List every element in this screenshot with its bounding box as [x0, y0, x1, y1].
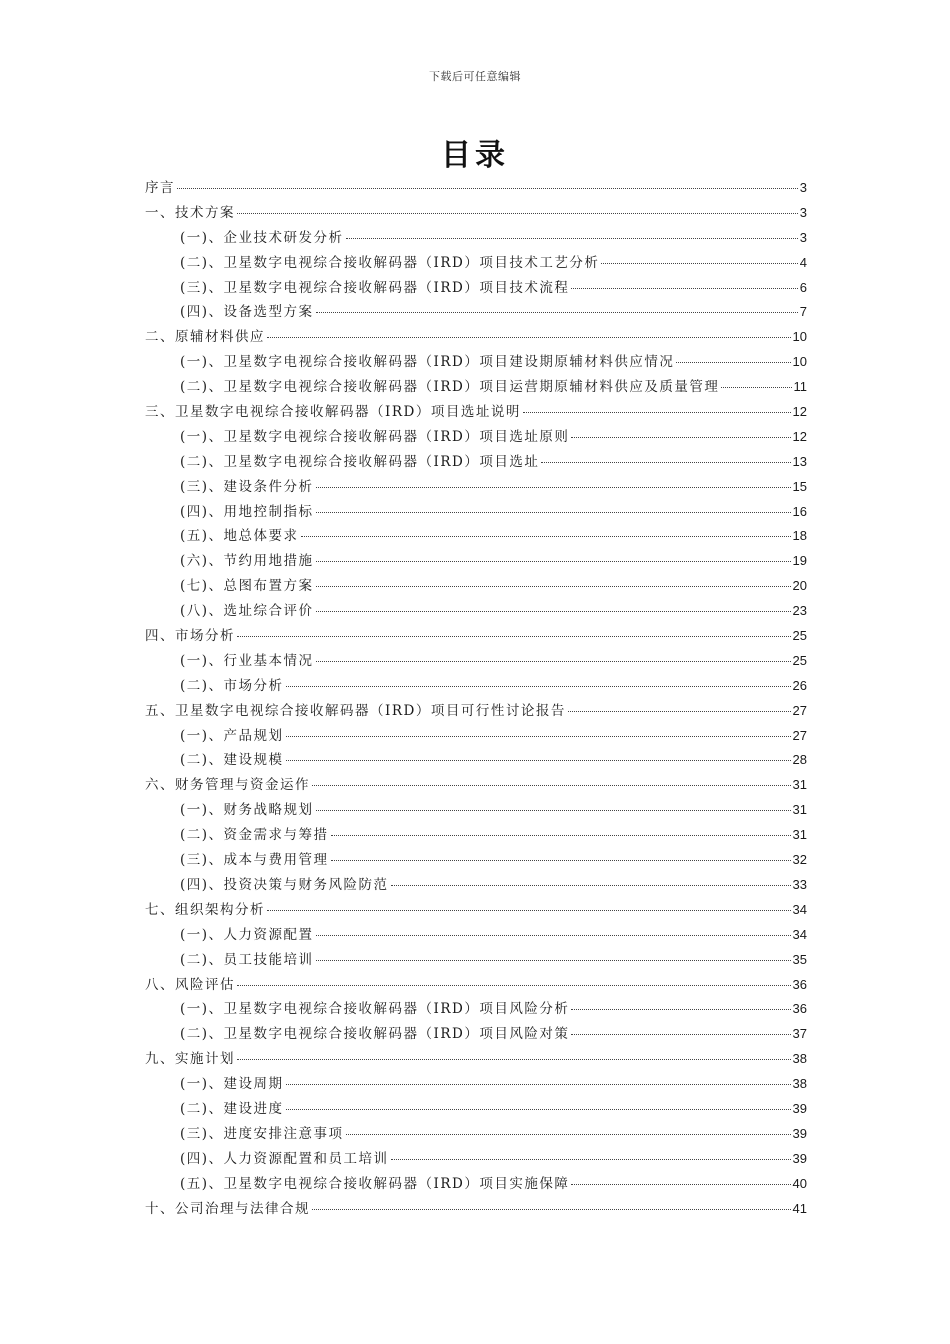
toc-section-entry[interactable] [145, 425, 807, 450]
toc-dot-leader [721, 387, 791, 388]
toc-dot-leader [523, 412, 791, 413]
toc-section-entry[interactable] [145, 923, 807, 948]
toc-dot-leader [346, 238, 798, 239]
toc-dot-leader [312, 1209, 791, 1210]
toc-entry-label: (四)、设备选型方案 [180, 304, 314, 321]
toc-entry-label: (八)、选址综合评价 [180, 603, 314, 620]
toc-section-entry[interactable] [145, 1072, 807, 1097]
toc-entry-label: (一)、财务战略规划 [180, 802, 314, 819]
toc-dot-leader [267, 910, 791, 911]
toc-section-entry[interactable] [145, 251, 807, 276]
toc-entry-label: 九、实施计划 [145, 1051, 235, 1068]
toc-dot-leader [267, 337, 791, 338]
toc-dot-leader [331, 835, 791, 836]
toc-section-entry[interactable] [145, 375, 807, 400]
toc-dot-leader [571, 1184, 790, 1185]
toc-page-number: 36 [792, 976, 807, 992]
toc-section-entry[interactable] [145, 997, 807, 1022]
toc-dot-leader [391, 1159, 791, 1160]
toc-dot-leader [237, 985, 791, 986]
toc-dot-leader [286, 736, 791, 737]
toc-dot-leader [571, 437, 790, 438]
toc-page-number: 10 [792, 354, 807, 370]
toc-entry-label: (二)、卫星数字电视综合接收解码器（IRD）项目选址 [180, 453, 540, 470]
toc-page-number: 39 [792, 1100, 807, 1116]
toc-entry-label: (四)、人力资源配置和员工培训 [180, 1150, 389, 1167]
toc-entry-label: (四)、投资决策与财务风险防范 [180, 876, 389, 893]
toc-dot-leader [286, 760, 791, 761]
toc-page-number: 25 [792, 652, 807, 668]
toc-entry-label: (二)、卫星数字电视综合接收解码器（IRD）项目风险对策 [180, 1026, 570, 1043]
toc-page-number: 41 [792, 1200, 807, 1216]
toc-dot-leader [316, 512, 791, 513]
toc-page-number: 36 [792, 1001, 807, 1017]
toc-dot-leader [316, 661, 791, 662]
toc-dot-leader [571, 288, 797, 289]
toc-dot-leader [286, 686, 791, 687]
toc-dot-leader [391, 885, 791, 886]
toc-section-entry[interactable] [145, 1097, 807, 1122]
toc-page-number: 10 [792, 329, 807, 345]
toc-section-entry[interactable] [145, 574, 807, 599]
toc-page-number: 34 [792, 901, 807, 917]
toc-dot-leader [316, 935, 791, 936]
toc-page-number: 4 [799, 254, 807, 270]
toc-page-number: 33 [792, 876, 807, 892]
toc-chapter-entry[interactable] [145, 1197, 807, 1222]
toc-page-number: 35 [792, 951, 807, 967]
toc-section-entry[interactable] [145, 475, 807, 500]
toc-dot-leader [237, 636, 791, 637]
toc-page-number: 15 [792, 478, 807, 494]
toc-entry-label: (一)、行业基本情况 [180, 652, 314, 669]
toc-section-entry[interactable] [145, 1172, 807, 1197]
download-note: 下载后可任意编辑 [429, 70, 521, 83]
toc-section-entry[interactable] [145, 300, 807, 325]
toc-entry-label: 一、技术方案 [145, 204, 235, 221]
toc-section-entry[interactable] [145, 450, 807, 475]
toc-entry-label: (三)、进度安排注意事项 [180, 1125, 344, 1142]
toc-entry-label: (一)、卫星数字电视综合接收解码器（IRD）项目风险分析 [180, 1001, 570, 1018]
toc-page-number: 38 [792, 1051, 807, 1067]
toc-section-entry[interactable] [145, 649, 807, 674]
toc-section-entry[interactable] [145, 549, 807, 574]
toc-page-number: 3 [799, 180, 807, 195]
toc-dot-leader [316, 487, 791, 488]
toc-dot-leader [316, 960, 791, 961]
toc-chapter-entry[interactable] [145, 699, 807, 724]
toc-page-number: 27 [792, 727, 807, 743]
toc-page-number: 26 [792, 677, 807, 693]
toc-page-number: 7 [799, 304, 807, 320]
toc-entry-label: 序言 [145, 180, 175, 196]
toc-dot-leader [316, 810, 791, 811]
toc-dot-leader [571, 1034, 790, 1035]
toc-dot-leader [601, 263, 797, 264]
toc-chapter-entry[interactable] [145, 201, 807, 226]
toc-section-entry[interactable] [145, 1122, 807, 1147]
toc-entry-label: (一)、企业技术研发分析 [180, 229, 344, 246]
toc-dot-leader [237, 213, 798, 214]
toc-entry-label: (二)、资金需求与筹措 [180, 827, 329, 844]
toc-page-number: 3 [799, 229, 807, 245]
toc-chapter-entry[interactable] [145, 624, 807, 649]
toc-entry-label: (三)、卫星数字电视综合接收解码器（IRD）项目技术流程 [180, 279, 570, 296]
toc-page-number: 34 [792, 926, 807, 942]
toc-section-entry[interactable] [145, 226, 807, 251]
toc-entry-label: (二)、建设规模 [180, 752, 284, 769]
toc-page-number: 18 [792, 528, 807, 544]
toc-entry-label: (七)、总图布置方案 [180, 578, 314, 595]
toc-section-entry[interactable] [145, 524, 807, 549]
toc-entry-label: 六、财务管理与资金运作 [145, 777, 310, 794]
toc-page-number: 12 [792, 404, 807, 420]
toc-page-number: 38 [792, 1076, 807, 1092]
toc-page-number: 39 [792, 1125, 807, 1141]
toc-section-entry[interactable] [145, 599, 807, 624]
table-of-contents [145, 176, 807, 1221]
toc-entry-label: (六)、节约用地措施 [180, 553, 314, 570]
toc-entry-label: (一)、产品规划 [180, 727, 284, 744]
toc-dot-leader [316, 312, 798, 313]
toc-entry-label: (一)、卫星数字电视综合接收解码器（IRD）项目建设期原辅材料供应情况 [180, 354, 675, 371]
toc-entry-label: 十、公司治理与法律合规 [145, 1200, 310, 1217]
toc-page-number: 39 [792, 1150, 807, 1166]
toc-dot-leader [316, 586, 791, 587]
toc-dot-leader [331, 860, 791, 861]
toc-chapter-entry[interactable] [145, 325, 807, 350]
toc-entry-label: (三)、建设条件分析 [180, 478, 314, 495]
toc-entry-label: 八、风险评估 [145, 976, 235, 993]
toc-page-number: 31 [792, 777, 807, 793]
toc-page-number: 31 [792, 802, 807, 818]
toc-page-number: 25 [792, 628, 807, 644]
toc-chapter-entry[interactable] [145, 898, 807, 923]
toc-page-number: 11 [793, 379, 807, 395]
toc-dot-leader [286, 1109, 791, 1110]
toc-section-entry[interactable] [145, 848, 807, 873]
toc-entry-label: 七、组织架构分析 [145, 901, 265, 918]
toc-section-entry[interactable] [145, 1147, 807, 1172]
toc-section-entry[interactable] [145, 798, 807, 823]
toc-page-number: 32 [792, 852, 807, 868]
toc-section-entry[interactable] [145, 748, 807, 773]
toc-page-number: 40 [792, 1175, 807, 1191]
toc-section-entry[interactable] [145, 724, 807, 749]
toc-chapter-entry[interactable] [145, 176, 807, 201]
toc-dot-leader [316, 611, 791, 612]
toc-entry-label: (三)、成本与费用管理 [180, 852, 329, 869]
toc-page-number: 31 [792, 827, 807, 843]
toc-dot-leader [676, 362, 790, 363]
toc-section-entry[interactable] [145, 674, 807, 699]
toc-entry-label: 五、卫星数字电视综合接收解码器（IRD）项目可行性讨论报告 [145, 702, 566, 719]
toc-section-entry[interactable] [145, 948, 807, 973]
page-title: 目录 [441, 138, 509, 173]
toc-entry-label: (二)、市场分析 [180, 677, 284, 694]
toc-page-number: 12 [792, 428, 807, 444]
toc-page-number: 13 [792, 453, 807, 469]
toc-section-entry[interactable] [145, 873, 807, 898]
toc-chapter-entry[interactable] [145, 973, 807, 998]
toc-dot-leader [301, 536, 791, 537]
toc-entry-label: (二)、卫星数字电视综合接收解码器（IRD）项目运营期原辅材料供应及质量管理 [180, 379, 720, 396]
toc-page-number: 16 [792, 503, 807, 519]
toc-page-number: 20 [792, 578, 807, 594]
toc-entry-label: (五)、卫星数字电视综合接收解码器（IRD）项目实施保障 [180, 1175, 570, 1192]
toc-entry-label: (二)、员工技能培训 [180, 951, 314, 968]
toc-page-number: 37 [792, 1026, 807, 1042]
toc-entry-label: 二、原辅材料供应 [145, 329, 265, 346]
toc-dot-leader [177, 188, 798, 189]
toc-chapter-entry[interactable] [145, 773, 807, 798]
toc-section-entry[interactable] [145, 1022, 807, 1047]
toc-page-number: 3 [799, 204, 807, 220]
toc-dot-leader [541, 462, 790, 463]
toc-entry-label: (一)、卫星数字电视综合接收解码器（IRD）项目选址原则 [180, 428, 570, 445]
toc-page-number: 19 [792, 553, 807, 569]
toc-page-number: 28 [792, 752, 807, 768]
toc-dot-leader [286, 1084, 791, 1085]
toc-chapter-entry[interactable] [145, 1047, 807, 1072]
toc-entry-label: 四、市场分析 [145, 628, 235, 645]
toc-dot-leader [571, 1009, 790, 1010]
toc-page-number: 6 [799, 279, 807, 295]
toc-dot-leader [237, 1059, 791, 1060]
toc-section-entry[interactable] [145, 500, 807, 525]
toc-section-entry[interactable] [145, 350, 807, 375]
toc-section-entry[interactable] [145, 276, 807, 301]
toc-dot-leader [316, 561, 791, 562]
toc-section-entry[interactable] [145, 823, 807, 848]
toc-entry-label: (二)、卫星数字电视综合接收解码器（IRD）项目技术工艺分析 [180, 254, 600, 271]
toc-entry-label: (二)、建设进度 [180, 1100, 284, 1117]
toc-dot-leader [312, 785, 791, 786]
toc-entry-label: (四)、用地控制指标 [180, 503, 314, 520]
toc-entry-label: (一)、建设周期 [180, 1076, 284, 1093]
toc-page-number: 23 [792, 603, 807, 619]
toc-dot-leader [568, 711, 791, 712]
toc-page-number: 27 [792, 702, 807, 718]
toc-dot-leader [346, 1134, 791, 1135]
toc-entry-label: (一)、人力资源配置 [180, 926, 314, 943]
toc-entry-label: (五)、地总体要求 [180, 528, 299, 545]
toc-chapter-entry[interactable] [145, 400, 807, 425]
toc-entry-label: 三、卫星数字电视综合接收解码器（IRD）项目选址说明 [145, 404, 521, 421]
